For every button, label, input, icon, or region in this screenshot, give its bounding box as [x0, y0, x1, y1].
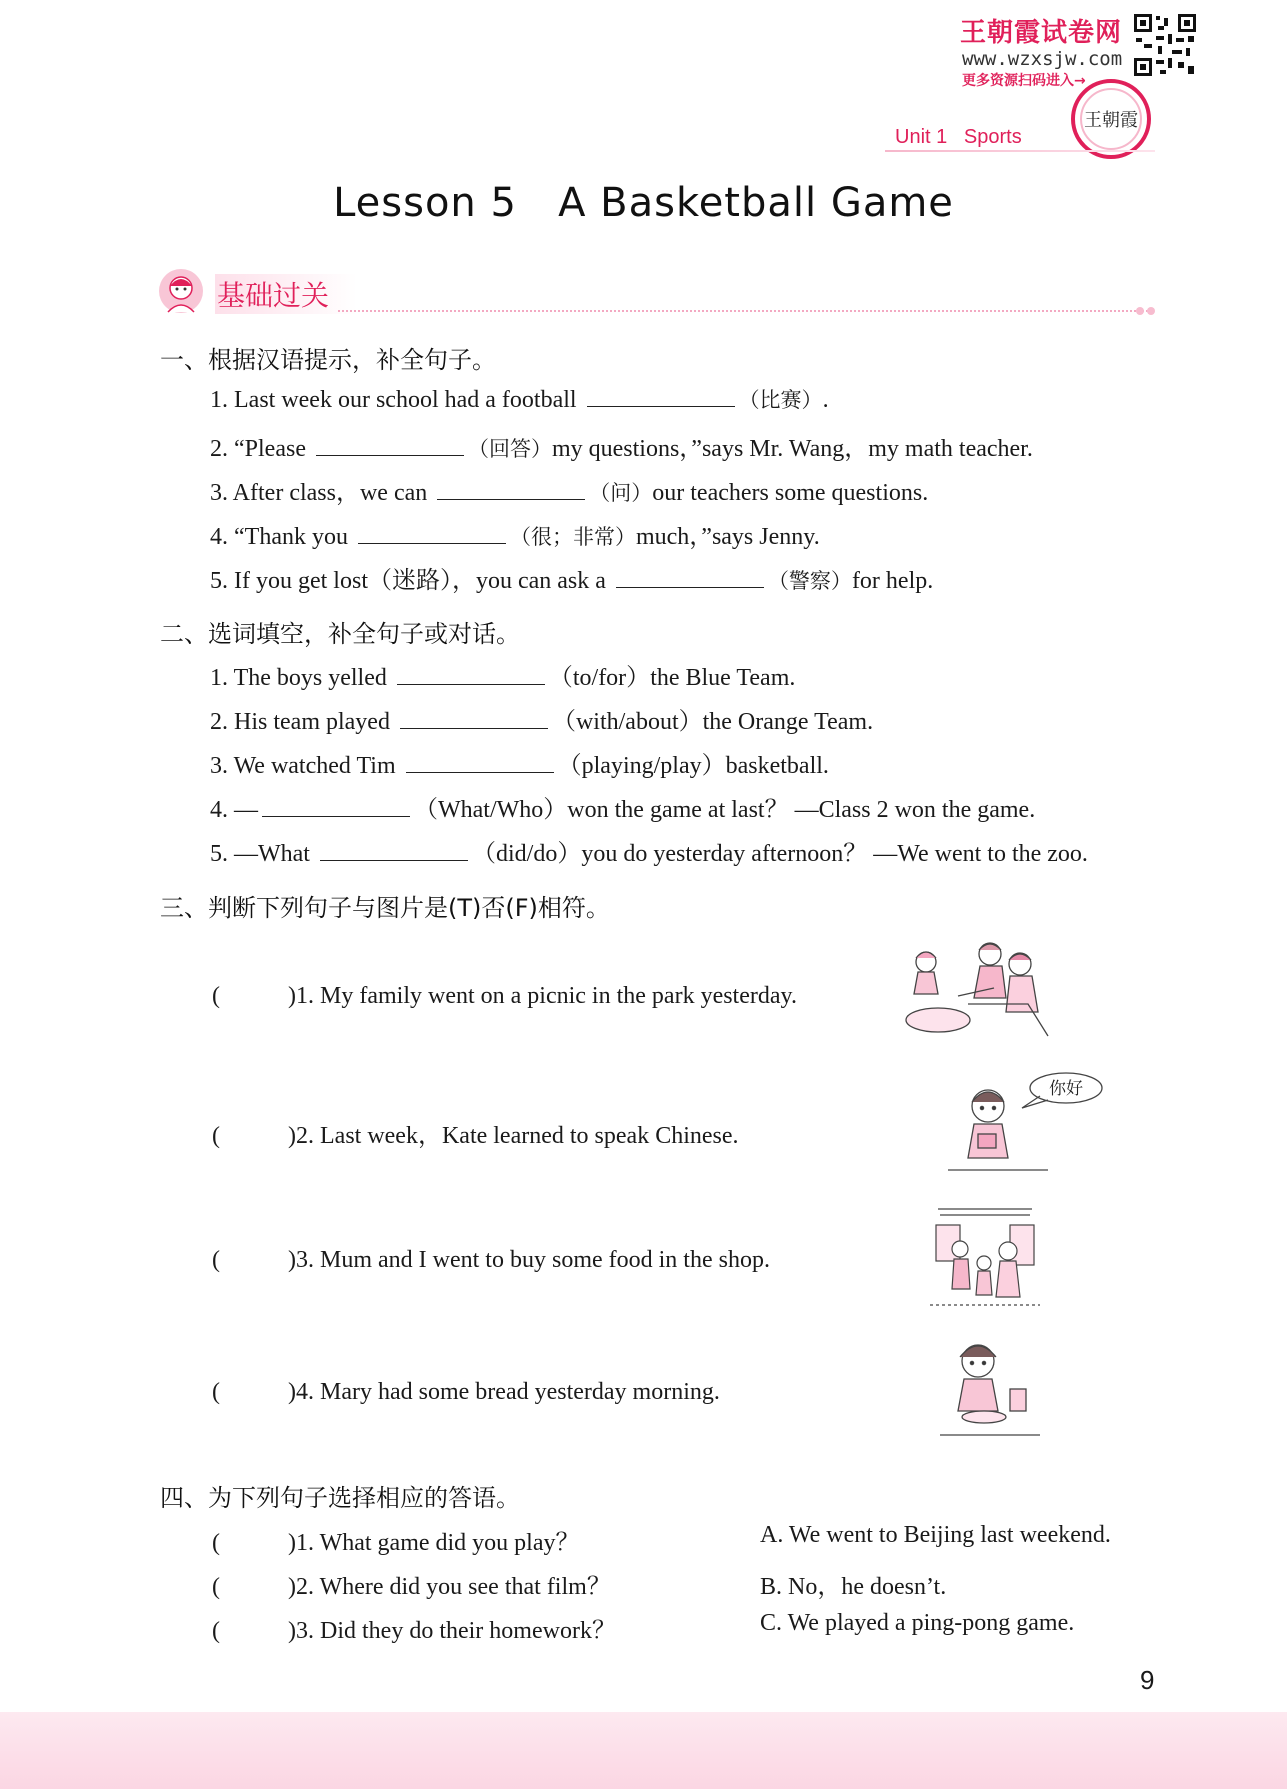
banner-label: 基础过关	[215, 274, 357, 314]
answer-blank[interactable]	[616, 567, 764, 588]
s2-item-2: 2. His team played （with/about）the Orange Team.	[210, 709, 874, 735]
s3-item-1: ( )1. My family went on a picnic in the park yesterday.	[212, 983, 797, 1009]
answer-blank[interactable]	[437, 479, 585, 500]
s3-item-4: ( )4. Mary had some bread yesterday morning.	[212, 1379, 720, 1405]
svg-text:王朝霞: 王朝霞	[1084, 110, 1138, 131]
s3-item-2: ( )2. Last week，Kate learned to speak Chinese.	[212, 1123, 739, 1149]
s4-question-1: ( )1. What game did you play？	[212, 1530, 580, 1556]
section-banner	[158, 268, 1158, 316]
brand-seal-icon	[1070, 78, 1152, 160]
s4-question-3: ( )3. Did they do their homework？	[212, 1618, 616, 1644]
page-title: Lesson 5 A Basketball Game	[333, 180, 954, 226]
brand-url[interactable]: www.wzxsjw.com	[962, 48, 1123, 70]
student-avatar-icon	[158, 268, 204, 314]
answer-blank[interactable]	[406, 752, 554, 773]
unit-underline	[885, 150, 1155, 152]
answer-blank[interactable]	[320, 840, 468, 861]
s4-answer-c: C. We played a ping-pong game.	[760, 1610, 1075, 1636]
answer-blank[interactable]	[262, 796, 410, 817]
girl-eating-picture	[940, 1335, 1040, 1441]
speech-bubble-text: 你好	[1049, 1079, 1083, 1099]
s2-item-1: 1. The boys yelled （to/for）the Blue Team.	[210, 665, 796, 691]
s1-item-3: 3. After class，we can （问）our teachers some questions.	[210, 480, 929, 506]
section-4-heading: 四、为下列句子选择相应的答语。	[160, 1484, 520, 1512]
answer-blank[interactable]	[400, 708, 548, 729]
banner-dots-ornament	[1136, 302, 1158, 320]
unit-number: Unit 1	[895, 126, 948, 148]
s1-item-5: 5. If you get lost（迷路），you can ask a （警察）for help.	[210, 568, 934, 594]
answer-blank[interactable]	[358, 523, 506, 544]
unit-topic: Sports	[963, 126, 1022, 148]
answer-blank[interactable]	[397, 664, 545, 685]
page-number: 9	[1140, 1665, 1155, 1695]
brand-name: 王朝霞试卷网	[960, 18, 1123, 48]
picnic-family-picture	[898, 938, 1068, 1044]
brand-more-text: 更多资源扫码进入→	[962, 73, 1086, 89]
s1-item-2: 2. “Please （回答）my questions，”says Mr. Wang，my math teacher.	[210, 436, 1033, 462]
section-2-heading: 二、选词填空，补全句子或对话。	[160, 620, 520, 648]
s4-answer-b: B. No，he doesn’t.	[760, 1574, 947, 1600]
s1-item-4: 4. “Thank you （很；非常）much，”says Jenny.	[210, 524, 820, 550]
section-3-heading: 三、判断下列句子与图片是(T)否(F)相符。	[160, 894, 610, 922]
answer-blank[interactable]	[587, 386, 735, 407]
girl-speaking-picture	[948, 1072, 1108, 1178]
banner-divider	[338, 310, 1148, 312]
qr-code-icon[interactable]	[1132, 12, 1198, 78]
s2-item-5: 5. —What （did/do）you do yesterday afternoon？ —We went to the zoo.	[210, 841, 1088, 867]
s1-item-1: 1. Last week our school had a football （比赛）.	[210, 387, 829, 413]
section-1-heading: 一、根据汉语提示，补全句子。	[160, 346, 496, 374]
s3-item-3: ( )3. Mum and I went to buy some food in the shop.	[212, 1247, 770, 1273]
s2-item-3: 3. We watched Tim （playing/play）basketball.	[210, 753, 829, 779]
s4-question-2: ( )2. Where did you see that film？	[212, 1574, 611, 1600]
s2-item-4: 4. — （What/Who）won the game at last？ —Class 2 won the game.	[210, 797, 1036, 823]
shop-picture	[930, 1205, 1040, 1309]
s4-answer-a: A. We went to Beijing last weekend.	[760, 1522, 1111, 1548]
unit-header	[895, 126, 1022, 149]
answer-blank[interactable]	[316, 435, 464, 456]
footer-band	[0, 1712, 1287, 1789]
